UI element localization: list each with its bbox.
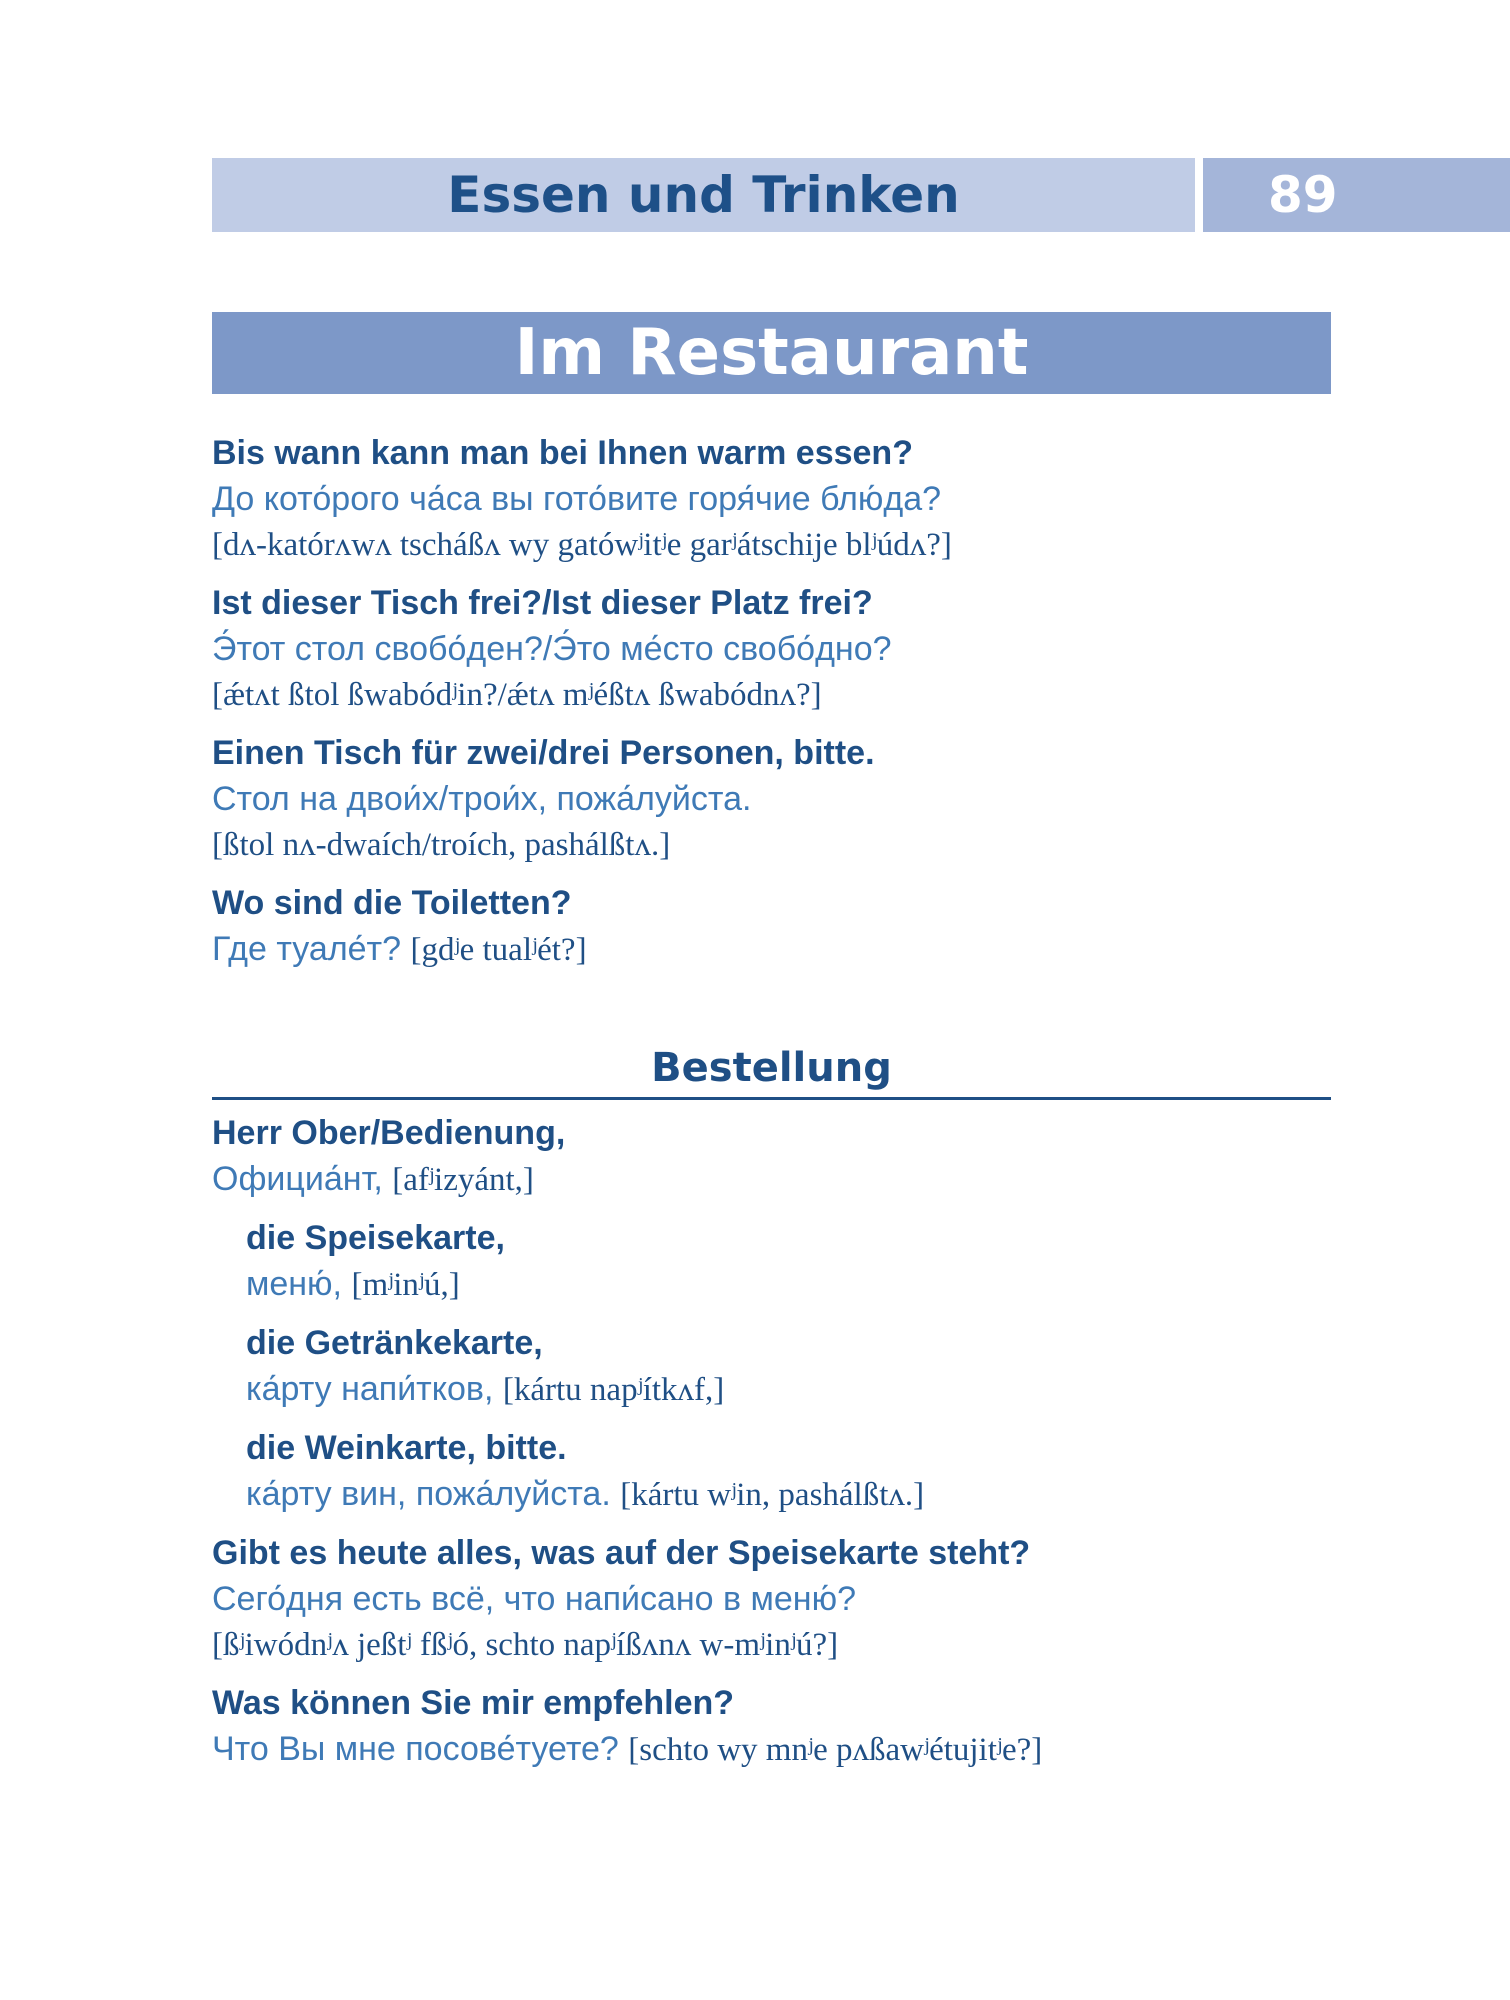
section-title: Im Restaurant (514, 316, 1029, 390)
russian-phrase: ка́рту вин, пожа́луйста. (246, 1475, 611, 1513)
pronunciation: [dʌ-katórʌwʌ tscháßʌ wy gatówʲitʲe garʲátschije blʲúdʌ?] (212, 527, 952, 563)
pronunciation: [ǽtʌt ßtol ßwabódʲin?/ǽtʌ mʲéßtʌ ßwabódnʌ?] (212, 677, 822, 713)
page-number-box (1203, 158, 1510, 232)
phrase-content (212, 430, 1331, 1785)
subheading: Bestellung (651, 1045, 892, 1091)
phrase-entry (212, 880, 1331, 973)
russian-phrase: До кото́рого ча́са вы гото́вите горя́чие блю́да? (212, 480, 942, 518)
pronunciation: [kártu wʲin, pashálßtʌ.] (620, 1477, 925, 1513)
german-phrase: die Speisekarte, (246, 1219, 505, 1257)
german-phrase: Ist dieser Tisch frei?/Ist dieser Platz frei? (212, 584, 873, 622)
russian-phrase-line (246, 1471, 1331, 1518)
russian-phrase: ка́рту напи́тков, (246, 1370, 494, 1408)
chapter-title: Essen und Trinken (447, 166, 960, 224)
pronunciation: [mʲinʲú,] (351, 1267, 460, 1303)
phrase-entry (212, 1320, 1331, 1413)
phrase-entry (212, 430, 1331, 568)
russian-phrase: Где туале́т? (212, 930, 402, 968)
phrase-entry (212, 1680, 1331, 1773)
german-phrase: die Getränkekarte, (246, 1324, 543, 1362)
russian-phrase: Официа́нт, (212, 1160, 383, 1198)
german-phrase: Einen Tisch für zwei/drei Personen, bitte. (212, 734, 875, 772)
german-phrase: Wo sind die Toiletten? (212, 884, 572, 922)
pronunciation: [ßtol nʌ-dwaích/troích, pashálßtʌ.] (212, 827, 671, 863)
phrase-entry (212, 580, 1331, 718)
phrase-entry (212, 730, 1331, 868)
german-phrase: Herr Ober/Bedienung, (212, 1114, 566, 1152)
russian-phrase-line (212, 926, 1331, 973)
german-phrase: Bis wann kann man bei Ihnen warm essen? (212, 434, 913, 472)
phrase-entry (212, 1215, 1331, 1308)
german-phrase: die Weinkarte, bitte. (246, 1429, 567, 1467)
section-header (212, 312, 1331, 394)
german-phrase: Gibt es heute alles, was auf der Speisekarte steht? (212, 1534, 1031, 1572)
pronunciation: [ßʲiwódnʲʌ jeßtʲ fßʲó, schto napʲíßʌnʌ w-mʲinʲú?] (212, 1627, 839, 1663)
pronunciation: [gdʲe tualʲét?] (410, 932, 587, 968)
russian-phrase: Сего́дня есть всё, что напи́сано в меню́? (212, 1580, 856, 1618)
russian-phrase: Стол на двои́х/трои́х, пожа́луйста. (212, 780, 752, 818)
russian-phrase: Что Вы мне посове́туете? (212, 1730, 619, 1768)
pronunciation: [schto wy mnʲe pʌßawʲétujitʲe?] (628, 1732, 1043, 1768)
german-phrase: Was können Sie mir empfehlen? (212, 1684, 735, 1722)
russian-phrase: меню́, (246, 1265, 343, 1303)
pronunciation: [kártu napʲítkʌf,] (502, 1372, 725, 1408)
russian-phrase-line (212, 1726, 1331, 1773)
phrase-entry (212, 1530, 1331, 1668)
pronunciation: [afʲizyánt,] (392, 1162, 534, 1198)
subheading-rule (212, 1017, 1331, 1100)
phrase-entry (212, 1425, 1331, 1518)
chapter-header (212, 158, 1195, 232)
russian-phrase-line (246, 1366, 1331, 1413)
russian-phrase: Э́тот стол свобо́ден?/Э́то ме́сто свобо́дно? (212, 630, 892, 668)
russian-phrase-line (246, 1261, 1331, 1308)
page-number: 89 (1268, 166, 1338, 224)
russian-phrase-line (212, 1156, 1331, 1203)
phrase-entry (212, 1110, 1331, 1203)
